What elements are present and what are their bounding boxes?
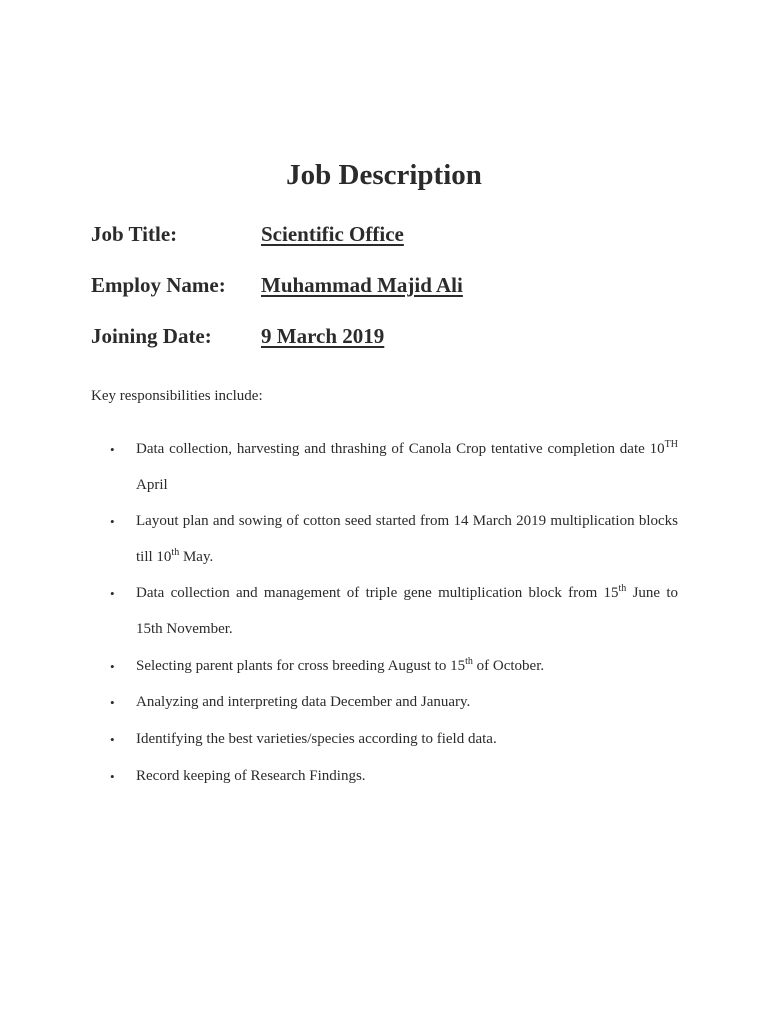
joining-date-field — [91, 321, 691, 351]
employee-name-value: Muhammad Majid Ali — [261, 273, 463, 297]
list-item-text: Analyzing and interpreting data December and January. — [136, 694, 471, 710]
list-item-text: Identifying the best varieties/species according to field data. — [136, 731, 497, 747]
bullet-icon: • — [110, 586, 115, 601]
bullet-icon: • — [110, 442, 115, 457]
page-title: Job Description — [286, 159, 482, 191]
bullet-icon: • — [110, 659, 115, 674]
job-title-label: Job Title: — [91, 222, 178, 246]
job-title-field — [91, 219, 691, 249]
list-item-text: Data collection, harvesting and thrashing of Canola Crop tentative completion date 10TH April — [136, 439, 678, 493]
joining-date-label: Joining Date: — [91, 324, 212, 348]
bullet-icon: • — [110, 695, 115, 710]
responsibilities-intro: Key responsibilities include: — [91, 388, 263, 404]
list-item-text: Record keeping of Research Findings. — [136, 768, 366, 784]
list-item-text: Data collection and management of triple gene multiplication block from 15th June to 15th November. — [136, 583, 678, 637]
bullet-icon: • — [110, 769, 115, 784]
bullet-icon: • — [110, 732, 115, 747]
bullet-icon: • — [110, 514, 115, 529]
joining-date-value: 9 March 2019 — [261, 324, 385, 348]
job-title-value: Scientific Office — [261, 222, 404, 246]
list-item-text: Selecting parent plants for cross breeding August to 15th of October. — [136, 656, 545, 674]
list-item-text: Layout plan and sowing of cotton seed started from 14 March 2019 multiplication blocks till 10th May. — [136, 513, 678, 565]
employee-name-field — [91, 270, 691, 300]
employee-name-label: Employ Name: — [91, 273, 226, 297]
